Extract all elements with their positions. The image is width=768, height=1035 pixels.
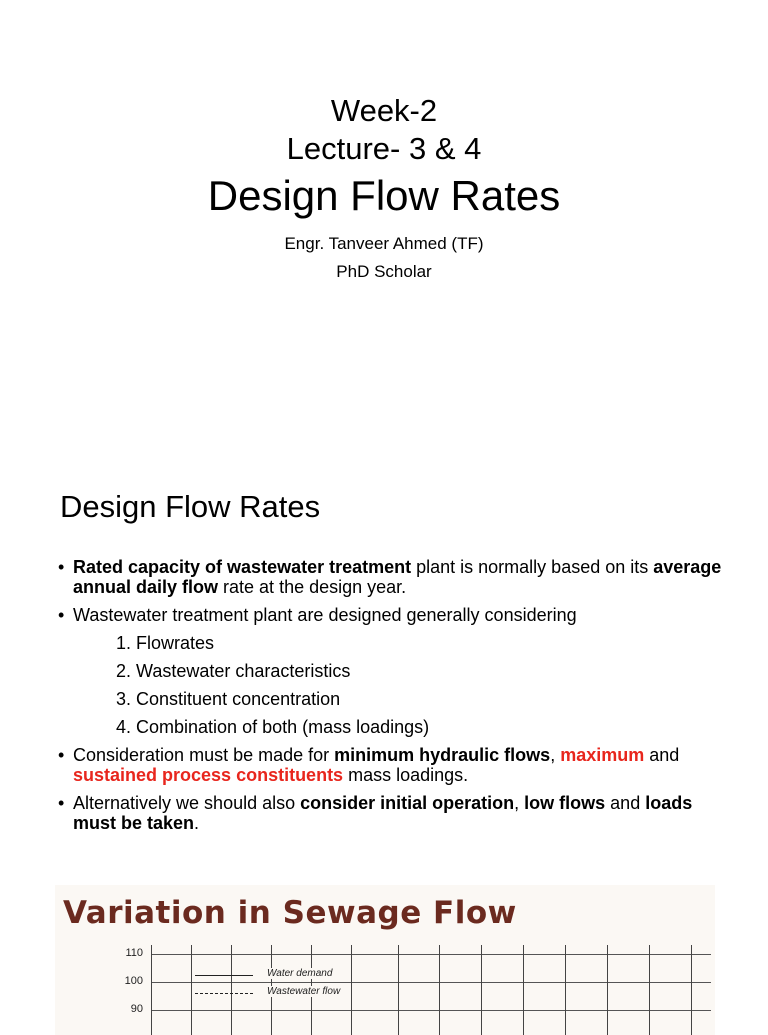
gridline (481, 945, 482, 1035)
text: mass loadings. (343, 765, 469, 785)
bullet-design-considerations (58, 605, 738, 625)
legend-dashed-line (195, 993, 253, 994)
sub-item-characteristics: 2. Wastewater characteristics (116, 661, 351, 681)
text: , (550, 745, 561, 765)
legend-solid-line (195, 975, 253, 976)
gridline (691, 945, 692, 1035)
text: Alternatively we should also (73, 793, 301, 813)
bullet-dot: • (58, 557, 65, 577)
red-text: sustained process constituents (73, 765, 344, 785)
gridline (151, 1010, 711, 1011)
figure-title: Variation in Sewage Flow (63, 895, 517, 931)
title-slide (0, 0, 768, 440)
gridline (649, 945, 650, 1035)
red-text: maximum (560, 745, 645, 765)
bold-text: Rated capacity of wastewater treatment (73, 557, 412, 577)
text: and (644, 745, 680, 765)
author-name: Engr. Tanveer Ahmed (TF) (284, 234, 484, 253)
bullet-alternatively (58, 793, 738, 833)
bullet-consideration (58, 745, 738, 785)
chart-grid (151, 945, 711, 1035)
lecture-label: Lecture- 3 & 4 (286, 131, 482, 166)
gridline (565, 945, 566, 1035)
gridline (191, 945, 192, 1035)
text: rate at the design year. (218, 577, 407, 597)
bold-text: average annual daily flow (73, 557, 722, 597)
bullet-rated-capacity (58, 557, 738, 597)
gridline (151, 982, 711, 983)
text: Wastewater treatment plant are designed generally considering (73, 605, 577, 625)
content-slide (0, 440, 768, 1024)
legend-wastewater-flow: Wastewater flow (267, 986, 341, 997)
y-tick-90: 90 (130, 1003, 143, 1015)
sub-item-concentration: 3. Constituent concentration (116, 689, 341, 709)
y-tick-100: 100 (124, 975, 143, 987)
week-label: Week-2 (330, 93, 438, 128)
text: , (514, 793, 525, 813)
bullet-dot: • (58, 793, 65, 813)
sub-item-combination: 4. Combination of both (mass loadings) (116, 717, 430, 737)
text: and (605, 793, 646, 813)
sewage-flow-figure (55, 885, 715, 1035)
bold-text: minimum hydraulic flows (334, 745, 551, 765)
gridline (607, 945, 608, 1035)
gridline (151, 954, 711, 955)
slide-heading: Design Flow Rates (60, 489, 321, 524)
gridline (231, 945, 232, 1035)
author-role: PhD Scholar (336, 262, 432, 281)
legend-water-demand: Water demand (267, 968, 333, 979)
text: Consideration must be made for (73, 745, 335, 765)
text: . (194, 813, 200, 833)
bullet-list (58, 557, 738, 841)
gridline (398, 945, 399, 1035)
y-tick-110: 110 (125, 947, 143, 959)
sub-item-flowrates: 1. Flowrates (116, 633, 215, 653)
bullet-dot: • (58, 605, 65, 625)
slide-title: Design Flow Rates (207, 172, 561, 219)
bold-text: loads must be taken (73, 793, 693, 833)
gridline (151, 945, 152, 1035)
gridline (351, 945, 352, 1035)
text: plant is normally based on its (411, 557, 654, 577)
bullet-dot: • (58, 745, 65, 765)
bold-text: consider initial operation (300, 793, 515, 813)
gridline (439, 945, 440, 1035)
gridline (523, 945, 524, 1035)
bold-text: low flows (524, 793, 606, 813)
